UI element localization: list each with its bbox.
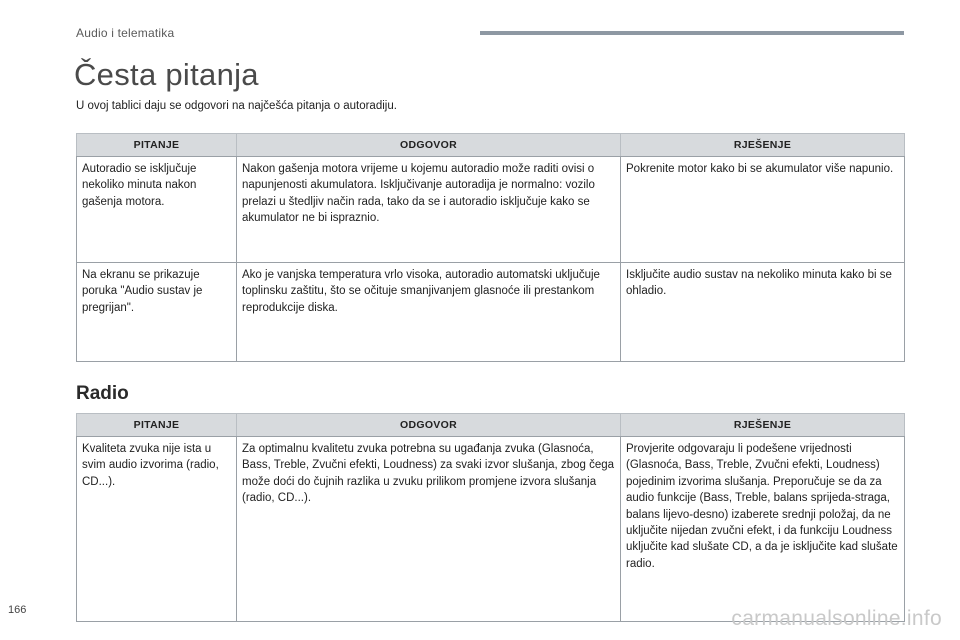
faq-table-radio: [76, 413, 905, 622]
column-header-question: PITANJE: [77, 414, 237, 437]
solution-cell: Isključite audio sustav na nekoliko minuta kako bi se ohladio.: [621, 263, 905, 362]
section-label: Audio i telematika: [76, 26, 175, 40]
page-number: 166: [8, 604, 27, 616]
column-header-answer: ODGOVOR: [237, 134, 621, 157]
table-header-row: [77, 414, 905, 437]
watermark-text: carmanualsonline.info: [731, 607, 942, 630]
solution-cell: Provjerite odgovaraju li podešene vrijednosti (Glasnoća, Bass, Treble, Zvučni efekti, Loudness) pojedinim izvorima slušanja. Preporučuje se da za audio funkcije (Bass, Treble, balans sprijeda-straga, balans lijevo-desno) izaberete srednji položaj, da ne uključite nijedan zvučni efekt, i da funkciju Loudness uključite kad slušate CD, a da je isključite kad slušate radio.: [621, 437, 905, 622]
question-cell: Autoradio se isključuje nekoliko minuta nakon gašenja motora.: [77, 157, 237, 263]
solution-cell: Pokrenite motor kako bi se akumulator više napunio.: [621, 157, 905, 263]
faq-table-general: [76, 133, 905, 362]
answer-cell: Za optimalnu kvalitetu zvuka potrebna su ugađanja zvuka (Glasnoća, Bass, Treble, Zvučni efekti, Loudness) za svaki izvor slušanja, zbog čega može doći do čujnih razlika u zvuku prilikom promjene izvora slušanja (radio, CD...).: [237, 437, 621, 622]
column-header-question: PITANJE: [77, 134, 237, 157]
header-divider-bar: [480, 31, 904, 35]
answer-cell: Ako je vanjska temperatura vrlo visoka, autoradio automatski uključuje toplinsku zaštitu, što se očituje smanjivanjem glasnoće ili prestankom reprodukcije diska.: [237, 263, 621, 362]
table-row: [77, 263, 905, 362]
question-cell: Na ekranu se prikazuje poruka "Audio sustav je pregrijan".: [77, 263, 237, 362]
column-header-solution: RJEŠENJE: [621, 134, 905, 157]
page-title: Česta pitanja: [74, 57, 259, 92]
table-header-row: [77, 134, 905, 157]
table-row: [77, 437, 905, 622]
answer-cell: Nakon gašenja motora vrijeme u kojemu autoradio može raditi ovisi o napunjenosti akumulatora. Isključivanje autoradija je normalno: vozilo prelazi u štedljiv način rada, tako da se i autoradio isključuje kako se akumulator ne bi ispraznio.: [237, 157, 621, 263]
section-title-radio: Radio: [76, 383, 129, 404]
table-row: [77, 157, 905, 263]
question-cell: Kvaliteta zvuka nije ista u svim audio izvorima (radio, CD...).: [77, 437, 237, 622]
column-header-solution: RJEŠENJE: [621, 414, 905, 437]
column-header-answer: ODGOVOR: [237, 414, 621, 437]
intro-text: U ovoj tablici daju se odgovori na najčešća pitanja o autoradiju.: [76, 100, 397, 112]
